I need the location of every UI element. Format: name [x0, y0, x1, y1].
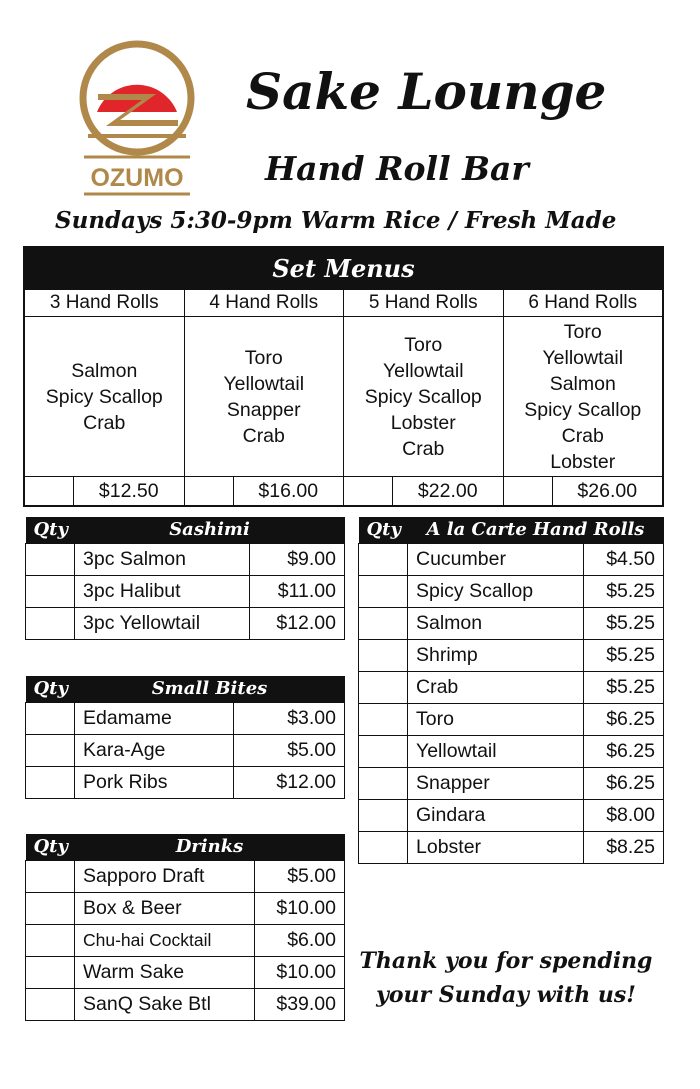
menu-row	[26, 543, 345, 575]
item-name: Shrimp	[408, 639, 584, 671]
qty-box[interactable]	[344, 477, 393, 505]
set-menu-price: $26.00	[577, 480, 638, 502]
qty-box[interactable]	[359, 703, 408, 735]
qty-box[interactable]	[26, 734, 75, 766]
item-price: $6.25	[583, 767, 664, 799]
set-menu-item: Crab	[561, 424, 604, 447]
set-menu-price-row	[504, 477, 663, 505]
set-menu-item: Yellowtail	[382, 359, 464, 382]
set-menu-item: Spicy Scallop	[524, 398, 642, 421]
menu-row	[359, 543, 664, 575]
item-name: SanQ Sake Btl	[75, 988, 255, 1020]
item-name: 3pc Yellowtail	[75, 607, 250, 639]
qty-box[interactable]	[504, 477, 553, 505]
item-name: Kara-Age	[75, 734, 234, 766]
qty-box[interactable]	[26, 575, 75, 607]
set-menu-name: 6 Hand Rolls	[504, 290, 663, 317]
item-price: $10.00	[255, 956, 345, 988]
thank-you-message	[352, 944, 660, 1012]
qty-box[interactable]	[359, 639, 408, 671]
set-menu-item: Toro	[563, 320, 602, 343]
item-name: Edamame	[75, 702, 234, 734]
item-name: Lobster	[408, 831, 584, 863]
qty-box[interactable]	[26, 956, 75, 988]
set-menu-item: Toro	[244, 346, 283, 369]
qty-box[interactable]	[359, 607, 408, 639]
item-name: Spicy Scallop	[408, 575, 584, 607]
page-subtitle: Hand Roll Bar	[265, 149, 529, 188]
qty-box[interactable]	[359, 575, 408, 607]
item-price: $5.00	[255, 860, 345, 892]
qty-box[interactable]	[26, 892, 75, 924]
item-price: $5.25	[583, 607, 664, 639]
menu-row	[26, 734, 345, 766]
section-title: Sashimi	[169, 519, 250, 541]
qty-box[interactable]	[185, 477, 234, 505]
set-menus-header: Set Menus	[25, 248, 662, 290]
set-menu-item: Yellowtail	[542, 346, 624, 369]
menu-row	[26, 766, 345, 798]
item-price: $9.00	[249, 543, 344, 575]
qty-header: Qty	[366, 519, 401, 541]
item-name: Sapporo Draft	[75, 860, 255, 892]
qty-box[interactable]	[26, 924, 75, 956]
item-name: Cucumber	[408, 543, 584, 575]
item-price: $12.00	[249, 607, 344, 639]
small-bites-table	[25, 676, 345, 799]
set-menu-price: $12.50	[98, 480, 159, 502]
set-menu-name: 3 Hand Rolls	[25, 290, 184, 317]
qty-box[interactable]	[359, 767, 408, 799]
section-title: Drinks	[175, 836, 244, 858]
item-price: $6.25	[583, 735, 664, 767]
set-menu-column	[184, 290, 344, 505]
menu-row	[26, 988, 345, 1020]
item-price: $10.00	[255, 892, 345, 924]
menu-row	[359, 799, 664, 831]
menu-row	[26, 575, 345, 607]
menu-row	[359, 575, 664, 607]
qty-box[interactable]	[25, 477, 74, 505]
drinks-table	[25, 834, 345, 1021]
item-price: $6.25	[583, 703, 664, 735]
set-menu-item: Salmon	[549, 372, 616, 395]
set-menu-item: Spicy Scallop	[45, 385, 163, 408]
item-name: 3pc Salmon	[75, 543, 250, 575]
set-menu-items	[504, 317, 663, 477]
menu-row	[26, 860, 345, 892]
menu-row	[359, 831, 664, 863]
set-menus-table	[23, 246, 664, 507]
set-menu-name: 4 Hand Rolls	[185, 290, 344, 317]
menu-row	[359, 767, 664, 799]
item-price: $39.00	[255, 988, 345, 1020]
set-menu-item: Crab	[242, 424, 285, 447]
item-price: $5.25	[583, 639, 664, 671]
thank-you-line-2: your Sunday with us!	[376, 982, 636, 1008]
set-menu-price-row	[185, 477, 344, 505]
menu-row	[26, 956, 345, 988]
set-menu-item: Toro	[404, 333, 443, 356]
item-name: Gindara	[408, 799, 584, 831]
menu-row	[359, 607, 664, 639]
item-price: $12.00	[233, 766, 344, 798]
set-menu-column	[503, 290, 663, 505]
page-title: Sake Lounge	[246, 62, 607, 121]
set-menu-items	[25, 317, 184, 477]
item-price: $5.25	[583, 671, 664, 703]
thank-you-line-1: Thank you for spending	[359, 948, 653, 974]
qty-box[interactable]	[26, 860, 75, 892]
item-price: $8.00	[583, 799, 664, 831]
item-name: Warm Sake	[75, 956, 255, 988]
qty-header: Qty	[33, 519, 68, 541]
section-title: A la Carte Hand Rolls	[426, 519, 645, 541]
set-menu-price-row	[25, 477, 184, 505]
menu-row	[359, 639, 664, 671]
item-price: $5.00	[233, 734, 344, 766]
item-price: $5.25	[583, 575, 664, 607]
item-name: Snapper	[408, 767, 584, 799]
sashimi-table	[25, 517, 345, 640]
menu-row	[26, 924, 345, 956]
item-name: Crab	[408, 671, 584, 703]
logo-wordmark: OZUMO	[90, 164, 184, 192]
set-menu-price: $22.00	[417, 480, 478, 502]
set-menu-item: Yellowtail	[223, 372, 305, 395]
qty-box[interactable]	[26, 607, 75, 639]
set-menu-item: Salmon	[71, 359, 138, 382]
set-menu-item: Crab	[402, 437, 445, 460]
set-menu-column	[343, 290, 503, 505]
item-name: Salmon	[408, 607, 584, 639]
menu-row	[359, 735, 664, 767]
set-menu-item: Spicy Scallop	[364, 385, 482, 408]
qty-box[interactable]	[359, 831, 408, 863]
item-name: Yellowtail	[408, 735, 584, 767]
set-menu-item: Snapper	[226, 398, 301, 421]
item-name: Box & Beer	[75, 892, 255, 924]
set-menu-item: Lobster	[550, 450, 616, 473]
item-name: Pork Ribs	[75, 766, 234, 798]
set-menu-item: Crab	[83, 411, 126, 434]
qty-header: Qty	[33, 678, 68, 700]
set-menu-column	[25, 290, 184, 505]
qty-box[interactable]	[359, 671, 408, 703]
qty-box[interactable]	[26, 988, 75, 1020]
set-menu-name: 5 Hand Rolls	[344, 290, 503, 317]
menu-row	[26, 702, 345, 734]
menu-row	[26, 607, 345, 639]
item-name: 3pc Halibut	[75, 575, 250, 607]
set-menu-price-row	[344, 477, 503, 505]
qty-box[interactable]	[26, 543, 75, 575]
hours-tagline: Sundays 5:30-9pm Warm Rice / Fresh Made	[55, 207, 617, 234]
menu-row	[359, 671, 664, 703]
set-menu-item: Lobster	[390, 411, 456, 434]
item-price: $3.00	[233, 702, 344, 734]
item-price: $4.50	[583, 543, 664, 575]
qty-header: Qty	[33, 836, 68, 858]
hand-rolls-table	[358, 517, 664, 864]
set-menu-items	[185, 317, 344, 477]
item-price: $8.25	[583, 831, 664, 863]
section-title: Small Bites	[151, 678, 268, 700]
qty-box[interactable]	[359, 735, 408, 767]
qty-box[interactable]	[359, 543, 408, 575]
set-menu-price: $16.00	[258, 480, 319, 502]
menu-row	[26, 892, 345, 924]
ozumo-logo	[78, 40, 196, 198]
item-name: Toro	[408, 703, 584, 735]
item-name: Chu-hai Cocktail	[75, 924, 255, 956]
qty-box[interactable]	[26, 702, 75, 734]
set-menu-items	[344, 317, 503, 477]
qty-box[interactable]	[26, 766, 75, 798]
item-price: $11.00	[249, 575, 344, 607]
item-price: $6.00	[255, 924, 345, 956]
menu-row	[359, 703, 664, 735]
qty-box[interactable]	[359, 799, 408, 831]
